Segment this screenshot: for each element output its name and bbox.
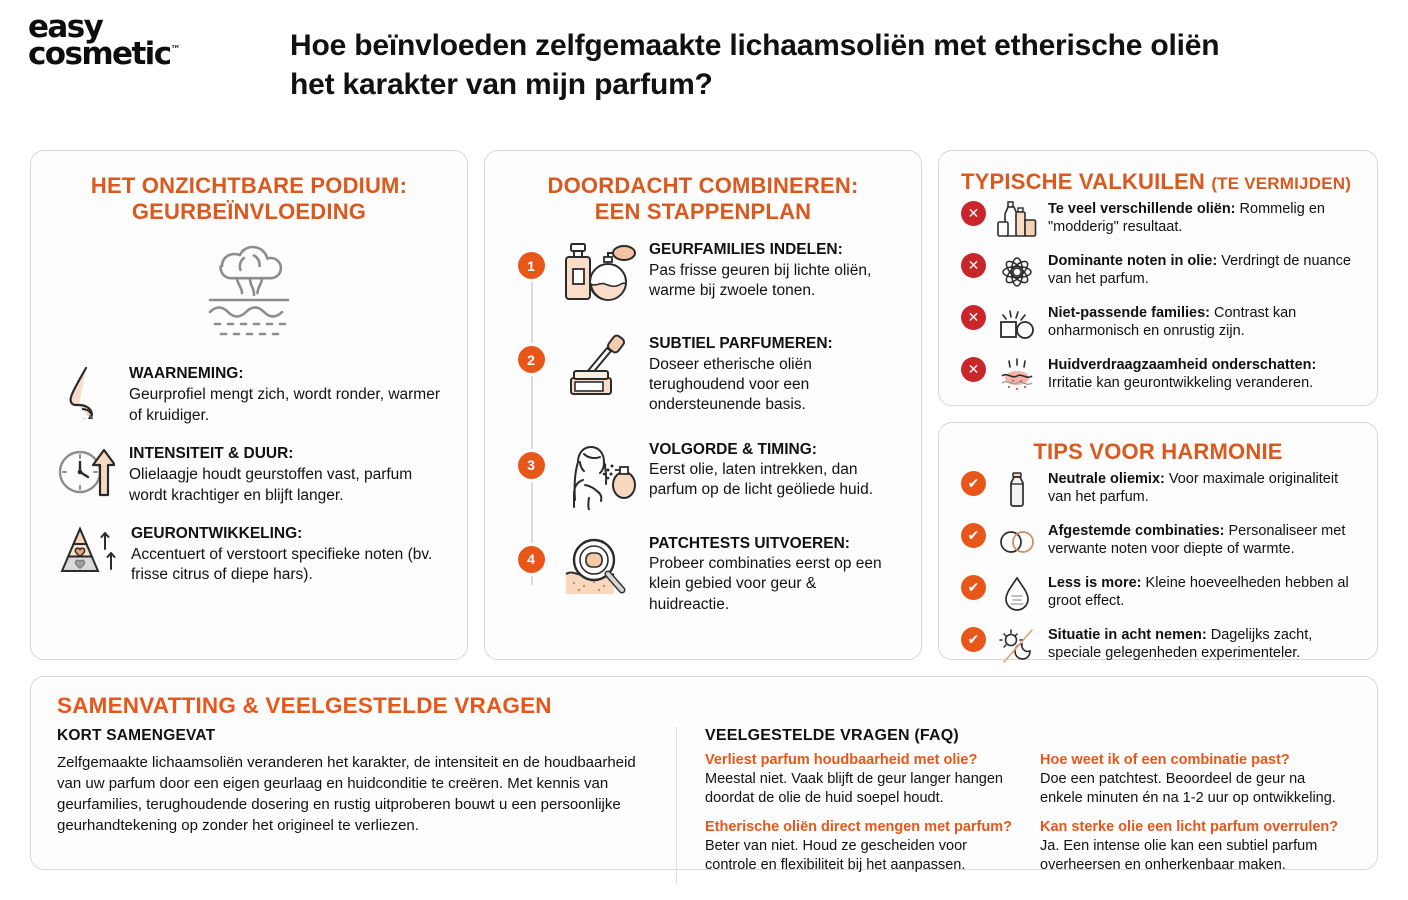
mid-panel-title: DOORDACHT COMBINEREN: EEN STAPPENPLAN [547,173,859,224]
tips-title: TIPS VOOR HARMONIE [1033,439,1283,464]
scent-diffusion-skin-icon [57,234,441,346]
list-item-heading: Huidverdraagzaamheid onderschatten: [1048,356,1317,373]
step-heading: SUBTIEL PARFUMEREN: [649,335,833,353]
step-heading: GEURFAMILIES INDELEN: [649,241,843,259]
brand-logo-line1: easy [28,9,103,45]
step-number: 2 [518,346,545,373]
list-item-heading: Dominante noten in olie: [1048,252,1218,269]
list-item-text [1048,573,1355,611]
step-number: 3 [518,452,545,479]
faq-question: Hoe weet ik of een combinatie past? [1040,752,1290,768]
step-item [509,530,897,615]
skin-irritation-icon [995,355,1039,396]
faq-columns [705,751,1351,885]
step-number-badge [509,436,553,479]
list-item-body: Verdringt de nuance van het parfum. [1048,252,1351,288]
faq-item [705,751,1016,807]
list-item-heading: WAARNEMING: [129,365,244,383]
woman-spraying-perfume-icon [553,436,649,510]
summary-text: Zelfgemaakte lichaamsoliën veranderen het karakter, de intensiteit en de houdbaarheid van uw parfum door een eigen geurlaag en huidconditie te creëren. Met kennis van geurfamilies, terughoudende dosering en rustig uitproberen bouwt u een persoonlijke geurhandtekening op zonder het origineel te verliezen. [57,754,636,834]
list-item-text [1048,199,1355,237]
x-mark-icon: ✕ [961,251,986,278]
faq-answer: Beter van niet. Houd ze gescheiden voor controle en flexibiliteit bij het aanpassen. [705,838,967,873]
fragrance-pyramid-icon [57,522,117,580]
card-invisible-stage [30,150,468,660]
list-item-body: Voor maximale originaliteit van het parfum. [1048,470,1339,506]
faq-answer: Meestal niet. Vaak blijft de geur langer hangen doordat de olie de huid soepel houdt. [705,771,1003,806]
check-mark-icon: ✔ [961,469,986,496]
neutral-oil-bottle-icon [995,469,1039,510]
list-item-text [1048,251,1355,289]
list-item-heading: Neutrale oliemix: [1048,470,1165,487]
x-mark-icon: ✕ [961,199,986,226]
list-item [57,442,441,506]
page-title: Hoe beïnvloeden zelfgemaakte lichaamsoliën met etherische oliën het karakter van mijn parfum? [290,29,1220,101]
check-mark-icon: ✔ [961,625,986,652]
flower-blossom-icon [995,251,1039,292]
list-item-heading: Te veel verschillende oliën: [1048,200,1236,217]
list-item-text [1048,355,1355,393]
list-item-body: Geurprofiel mengt zich, wordt ronder, warmer of kruidiger. [129,386,440,424]
card-tips [938,422,1378,660]
mismatched-shapes-icon [995,303,1039,344]
step-heading: VOLGORDE & TIMING: [649,440,817,458]
faq-answer: Ja. Een intense olie kan een subtiel parfum overheersen en onherkenbaar maken. [1040,838,1318,873]
x-mark-icon: ✕ [961,355,986,382]
list-item-body: Contrast kan onharmonisch en onrustig zijn. [1048,304,1297,340]
trademark-symbol: ™ [170,44,181,56]
step-number: 1 [518,252,545,279]
step-item [509,330,897,415]
columns-container [0,150,1408,660]
right-column [938,150,1378,660]
step-number: 4 [518,546,545,573]
check-mark-icon: ✔ [961,521,986,548]
list-item-heading: Situatie in acht nemen: [1048,626,1207,643]
step-body: Probeer combinaties eerst op een klein gebied voor geur & huidreactie. [649,554,882,613]
list-item [961,521,1355,562]
sun-moon-icon [995,625,1039,666]
perfume-bottles-icon [553,236,649,306]
left-panel-title: HET ONZICHTBARE PODIUM: GEURBEÏNVLOEDING [90,173,408,224]
list-item [961,625,1355,666]
faq-item [1040,751,1351,807]
step-body: Pas frisse geuren bij lichte oliën, warme bij zwoele tonen. [649,261,872,300]
list-item-body: Dagelijks zacht, speciale gelegenheden experimenteler. [1048,626,1313,662]
faq-heading: VEELGESTELDE VRAGEN (FAQ) [705,727,959,744]
list-item-text [1048,303,1355,341]
list-item-body: Accentuert of verstoort specifieke noten (bv. frisse citrus of diepe hars). [131,545,433,584]
many-oil-bottles-icon [995,199,1039,240]
pitfalls-title: TYPISCHE VALKUILEN (TE VERMIJDEN) [961,169,1352,194]
droplet-less-is-more-icon [995,573,1039,614]
magnifier-skin-patch-icon [553,530,649,600]
list-item [961,469,1355,510]
check-mark-icon: ✔ [961,573,986,600]
list-item-text [129,442,441,506]
list-item [57,522,441,586]
list-item-heading: Afgestemde combinaties: [1048,522,1225,539]
faq-column-right [1040,751,1351,885]
card-step-plan [484,150,922,660]
list-item-body: Irritatie kan geurontwikkeling veranderen. [1048,375,1314,392]
list-item-body: Rommelig en "modderig" resultaat. [1048,200,1325,236]
pitfalls-title-sub: (TE VERMIJDEN) [1211,174,1352,193]
step-number-badge [509,530,553,573]
list-item-body: Kleine hoeveelheden hebben al groot effect. [1048,574,1349,610]
faq-section [677,727,1351,885]
step-text [649,330,897,415]
dropper-jar-icon [553,330,649,400]
nose-smell-icon [57,362,115,420]
step-heading: PATCHTESTS UITVOEREN: [649,534,850,552]
summary-heading: KORT SAMENGEVAT [57,727,216,744]
list-item-text [1048,469,1355,507]
faq-item [705,818,1016,874]
faq-column-left [705,751,1016,885]
faq-answer: Doe een patchtest. Beoordeel de geur na enkele minuten én na 1-2 uur op ontwikkeling. [1040,771,1336,806]
list-item-text [1048,521,1355,559]
list-item-heading: Less is more: [1048,574,1142,591]
faq-question: Verliest parfum houdbaarheid met olie? [705,752,978,768]
step-body: Eerst olie, laten intrekken, dan parfum op de licht geöliede huid. [649,460,874,499]
overlapping-circles-icon [995,521,1039,562]
x-mark-icon: ✕ [961,303,986,330]
card-summary-faq [30,676,1378,873]
list-item-heading: GEURONTWIKKELING: [131,525,303,543]
step-number-badge [509,330,553,373]
step-text [649,530,897,615]
faq-question: Kan sterke olie een licht parfum overrulen? [1040,819,1339,836]
list-item [961,303,1355,344]
list-item [57,362,441,426]
faq-question: Etherische oliën direct mengen met parfum? [705,819,1012,836]
list-item-text [129,362,441,426]
list-item-text [1048,625,1355,663]
bottom-grid [57,727,1351,885]
summary-section [57,727,677,885]
list-item-text [131,522,441,586]
faq-item [1040,818,1351,874]
steps-list [509,236,897,614]
list-item [961,199,1355,240]
step-text [649,236,897,301]
brand-logo-line2: cosmetic™ [28,35,181,72]
step-body: Doseer etherische oliën terughoudend voor een ondersteunende basis. [649,355,812,414]
clock-arrow-up-icon [57,442,115,500]
list-item [961,251,1355,292]
bottom-panel-title: SAMENVATTING & VEELGESTELDE VRAGEN [57,693,552,718]
step-number-badge [509,236,553,279]
list-item [961,573,1355,614]
left-feature-list [57,362,441,585]
list-item-body: Personaliseer met verwante noten voor diepte of warmte. [1048,522,1346,558]
brand-logo [0,9,290,72]
list-item-heading: INTENSITEIT & DUUR: [129,445,294,463]
list-item-heading: Niet-passende families: [1048,304,1210,321]
page-header [0,0,1408,120]
list-item-body: Olielaagje houdt geurstoffen vast, parfum wordt krachtiger en blijft langer. [129,465,413,504]
step-item [509,236,897,310]
card-pitfalls [938,150,1378,406]
step-text [649,436,897,501]
list-item [961,355,1355,396]
step-item [509,436,897,510]
